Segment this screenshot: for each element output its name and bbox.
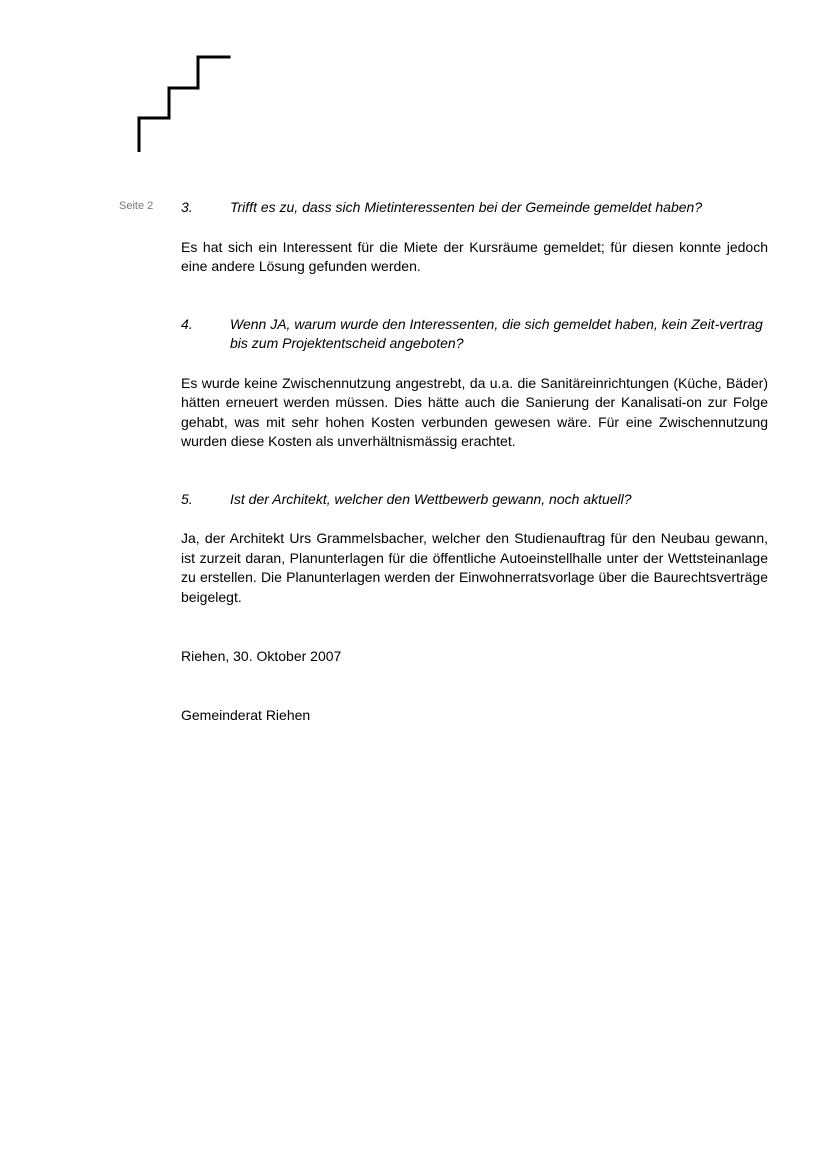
document-body	[181, 198, 768, 725]
question-number: 5.	[181, 490, 193, 507]
place-date: Riehen, 30. Oktober 2007	[181, 648, 342, 664]
question-3	[181, 198, 768, 218]
page-number-label: Seite 2	[119, 200, 154, 212]
signature: Gemeinderat Riehen	[181, 706, 311, 723]
question-number: 4.	[181, 315, 193, 332]
question-text: Trifft es zu, dass sich Mietinteressenten bei der Gemeinde gemeldet haben?	[230, 199, 703, 215]
staircase-logo-icon	[136, 54, 232, 152]
answer-4: Es wurde keine Zwischennutzung angestrebt, da u.a. die Sanitäreinrichtungen (Küche, Bäder) hätten erneuert werden müssen. Dies hätte auch die Sanierung der Kanalisati-on zur Folge gehabt, was mit sehr hohen Kosten verbunden gewesen wäre. Für eine Zwischennutzung wurden diese Kosten als unverhältnismässig erachtet.	[181, 374, 768, 449]
answer-5: Ja, der Architekt Urs Grammelsbacher, welcher den Studienauftrag für den Neubau gewann, ist zurzeit daran, Planunterlagen für die öffentliche Autoeinstellhalle unter der Wettsteinanlage zu erstellen. Die Planunterlagen werden der Einwohnerratsvorlage über die Baurechtsverträge beigelegt.	[181, 530, 768, 605]
question-text: Ist der Architekt, welcher den Wettbewerb gewann, noch aktuell?	[230, 490, 632, 507]
question-text: Wenn JA, warum wurde den Interessenten, die sich gemeldet haben, kein Zeit-vertrag bis zum Projektentscheid angeboten?	[230, 315, 763, 351]
question-number: 3.	[181, 199, 193, 215]
question-5	[181, 490, 768, 510]
answer-3: Es hat sich ein Interessent für die Miete der Kursräume gemeldet; für diesen konnte jedoch eine andere Lösung gefunden werden.	[181, 238, 768, 274]
section-spacer	[181, 452, 768, 490]
section-spacer	[181, 277, 768, 315]
question-4	[181, 315, 768, 354]
